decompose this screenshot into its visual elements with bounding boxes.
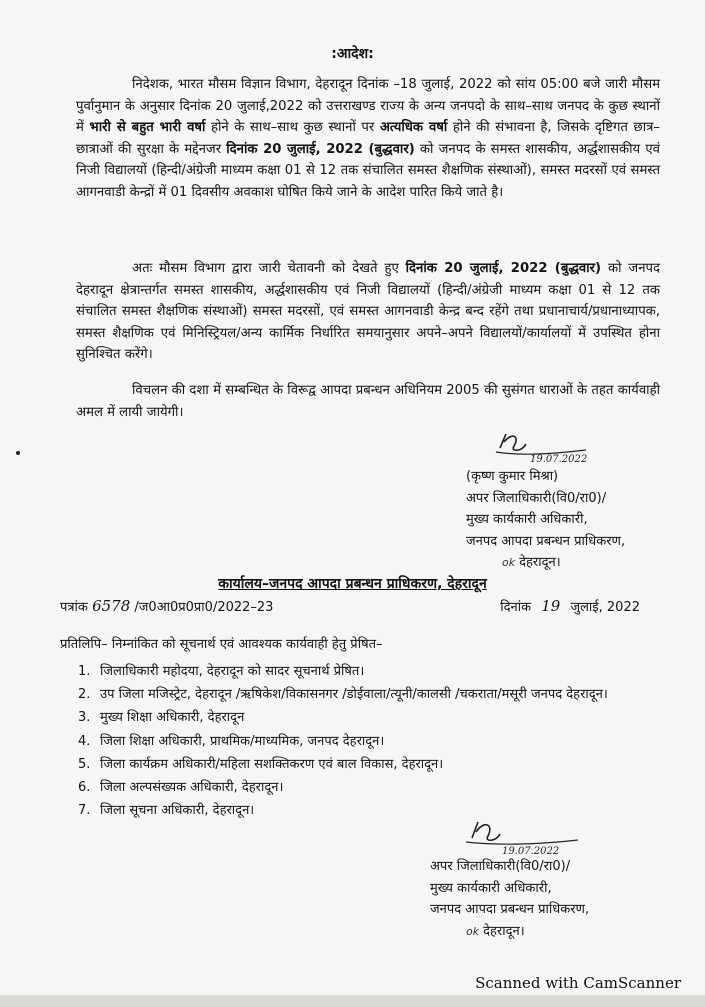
- list-item-number: 6.: [78, 780, 91, 796]
- list-item-text: उप जिला मजिस्ट्रेट, देहरादून /ऋषिकेश/विकासनगर /डोईवाला/त्यूनी/कालसी /चकराता/मसूरी जनपद देहरादून।: [100, 687, 608, 703]
- signatory-designation-1: अपर जिलाधिकारी(वि0/रा0)/: [466, 490, 607, 506]
- signature-1-handwriting: [492, 426, 592, 466]
- signature-2-handwriting: [462, 814, 582, 858]
- order-title: :आदेश:: [331, 46, 374, 62]
- signature-1-date: 19.07.2022: [530, 454, 588, 465]
- signatory-designation-2: मुख्य कार्यकारी अधिकारी,: [466, 512, 588, 527]
- signatory-2-designation-1: अपर जिलाधिकारी(वि0/रा0)/: [430, 859, 571, 874]
- signatory-designation-3: जनपद आपदा प्रबन्धन प्राधिकरण,: [466, 533, 626, 549]
- signatory-name: (कृष्ण कुमार मिश्रा): [466, 469, 559, 484]
- list-item-number: 4.: [78, 733, 91, 749]
- p1-text-3: होने की संभावना है, जिसके दृष्टिगत छात्र–छात्राओं की सुरक्षा के मद्देनजर: [76, 120, 660, 157]
- reference-line: [60, 596, 640, 618]
- list-item: [78, 753, 638, 776]
- signature-block-1: [466, 466, 696, 574]
- ref-number: 6578: [92, 597, 131, 615]
- p2-text-1: अतः मौसम विभाग द्वारा जारी चेतावनी को देखते हुए: [132, 261, 406, 276]
- list-item: [78, 706, 638, 729]
- p1-bold-1: भारी से बहुत भारी वर्षा: [89, 120, 206, 135]
- order-paragraph-2: [76, 258, 660, 366]
- list-item-number: 2.: [78, 687, 91, 703]
- office-heading: कार्यालय–जनपद आपदा प्रबन्धन प्राधिकरण, देहरादून: [218, 576, 487, 592]
- list-item: [78, 730, 638, 753]
- signature-2-date: 19.07.2022: [502, 846, 560, 857]
- p1-bold-2: अत्यधिक वर्षा: [379, 120, 448, 135]
- p2-text-2: को जनपद देहरादून क्षेत्रान्तर्गत समस्त शासकीय, अर्द्धशासकीय एवं निजी विद्यालयों (हिन्दी/अंग्रेजी माध्यम कक्षा 01 से 12 तक संचालित समस्त शैक्षणिक संस्थाओं) समस्त मदरसों, एवं समस्त आगनवाडी केन्द्र बन्द रहेंगे तथा प्रधानाचार्य/प्रधानाध्यापक, समस्त शैक्षणिक एवं मिनिस्ट्रियल/अन्य कार्मिक निर्धारित समयानुसार अपने–अपने विद्यालयों/कार्यालयों में उपस्थित होना सुनिश्चित करेंगे।: [76, 261, 660, 362]
- list-item-text: मुख्य शिक्षा अधिकारी, देहरादून: [100, 710, 245, 726]
- ref-label: पत्रांक: [60, 600, 88, 615]
- signature-1-mark: ok: [502, 556, 516, 569]
- scan-bottom-edge: [0, 995, 705, 1007]
- signatory-city: देहरादून।: [519, 555, 561, 570]
- list-item-number: 7.: [78, 803, 91, 819]
- ref-code: /ज0आ0प्र0प्रा0/2022–23: [134, 600, 274, 615]
- list-item-text: जिलाधिकारी महोदया, देहरादून को सादर सूचनार्थ प्रेषित।: [100, 664, 365, 679]
- list-item-text: जिला अल्पसंख्यक अधिकारी, देहरादून।: [100, 780, 284, 796]
- list-item: [78, 776, 638, 799]
- order-paragraph-3: [76, 380, 660, 423]
- p2-bold-1: दिनांक 20 जुलाई, 2022 (बुद्धवार): [405, 261, 602, 276]
- list-item-text: जिला सूचना अधिकारी, देहरादून।: [100, 803, 255, 819]
- signatory-2-designation-2: मुख्य कार्यकारी अधिकारी,: [430, 880, 552, 896]
- signatory-2-designation-3: जनपद आपदा प्रबन्धन प्राधिकरण,: [430, 902, 590, 917]
- ref-day: 19: [541, 597, 561, 615]
- signature-2-mark: ok: [466, 924, 480, 938]
- signature-block-2: [430, 856, 660, 942]
- camscanner-watermark: Scanned with CamScanner: [475, 974, 681, 992]
- list-item-number: 1.: [78, 664, 91, 679]
- list-item-text: जिला शिक्षा अधिकारी, प्राथमिक/माध्यमिक, जनपद देहरादून।: [100, 733, 385, 749]
- list-item-text: जिला कार्यक्रम अधिकारी/महिला सशक्तिकरण एवं बाल विकास, देहरादून।: [100, 756, 444, 772]
- ref-date-label: दिनांक: [500, 600, 532, 615]
- order-paragraph-1: [76, 74, 660, 203]
- copy-to-list: [78, 660, 638, 822]
- signatory-2-city: देहरादून।: [483, 923, 525, 939]
- list-item: [78, 683, 638, 706]
- list-item: [78, 660, 638, 683]
- p3-text: विचलन की दशा में सम्बन्धित के विरूद्व आपदा प्रबन्धन अधिनियम 2005 की सुसंगत धाराओं के तहत कार्यवाही अमल में लायी जायेगी।: [76, 383, 660, 420]
- p1-text-4: को जनपद के समस्त शासकीय, अर्द्धशासकीय एवं निजी विद्यालयों (हिन्दी/अंग्रेजी माध्यम कक्षा 01 से 12 तक संचालित समस्त शैक्षणिक संस्थाओं), समस्त मदरसों एवं समस्त आगनवाडी केन्द्रों में 01 दिवसीय अवकाश घोषित किये जाने के आदेश पारित किये जाते है।: [76, 141, 660, 200]
- copy-to-heading: प्रतिलिपि– निम्नांकित को सूचनार्थ एवं आवश्यक कार्यवाही हेतु प्रेषित–: [60, 637, 383, 652]
- list-item-number: 3.: [78, 710, 91, 726]
- ref-month-year: जुलाई, 2022: [570, 600, 640, 615]
- list-item-number: 5.: [78, 756, 91, 772]
- p1-text-1: निदेशक, भारत मौसम विज्ञान विभाग, देहरादून दिनांक –18 जुलाई, 2022 को सांय 05:00 बजे जारी मौसम पुर्वानुमान के अनुसार दिनांक 20 जुलाई,2022 को उत्तराखण्ड राज्य के अन्य जनपदो के साथ–साथ जनपद के कुछ स्थानों में: [76, 77, 660, 135]
- scan-speck: [16, 451, 20, 455]
- p1-bold-3: दिनांक 20 जुलाई, 2022 (बुद्धवार): [226, 141, 415, 157]
- p1-text-2: होने के साथ–साथ कुछ स्थानों पर: [205, 120, 380, 135]
